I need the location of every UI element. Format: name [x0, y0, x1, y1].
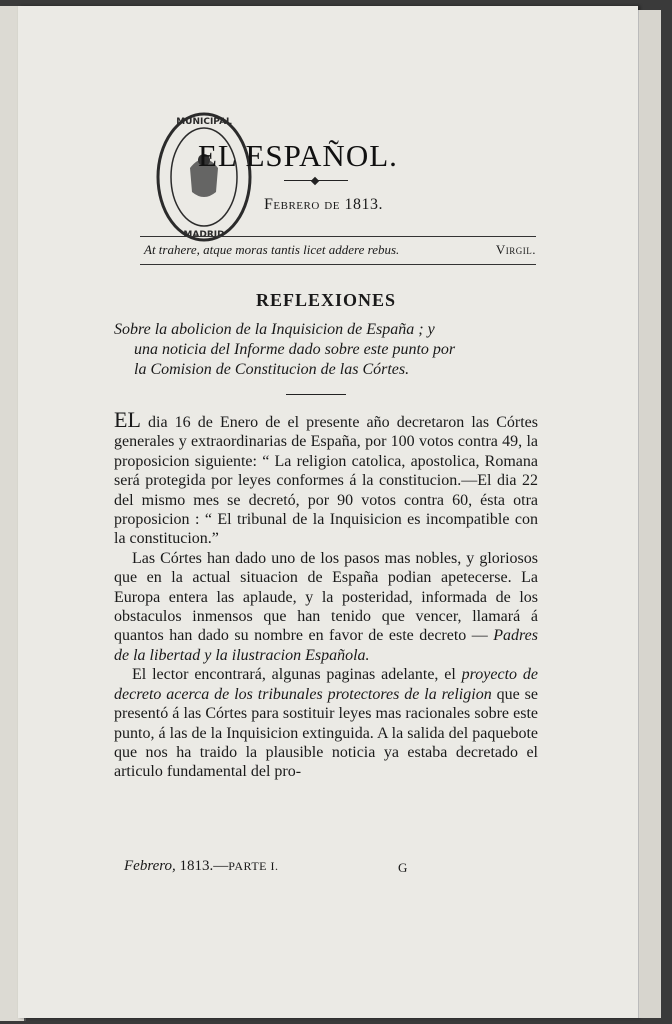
paragraph-text: dia 16 de Enero de el presente año decretaron las Córtes generales y extraordinarias de España, por 100 votos contra 49, la proposicion siguiente: “ La religion catolica, apostolica, Romana será protegida por leyes conformes á la constitucion.—El dia 22 del mismo mes se decretó, por 90 votos contra 60, ésta otra proposicion : “ El tribunal de la Inquisicion es incompatible con la constitucion.”: [114, 414, 538, 548]
paragraph: [114, 407, 538, 549]
subtitle-line: la Comision de Constitucion de las Córtes.: [134, 361, 410, 378]
article-body: [114, 407, 539, 782]
page-footer: [124, 858, 424, 875]
paragraph: [114, 665, 538, 781]
masthead: [114, 117, 538, 257]
paragraph-text: Las Córtes han dado uno de los pasos mas nobles, y gloriosos que en la actual situacion de España podian apetecerse. La Europa entera las aplaude, y la posteridad, informada de los obstaculos inmensos que han tenido que vencer, llamará á quantos han dado su nombre en favor de este decreto —: [114, 549, 538, 645]
paragraph-text: que se presentó á las Córtes para sostituir leyes mas racionales sobre este punto, á las de la Inquisicion extinguida. A la salida del paquebote que nos ha traido la plausible noticia ya estaba decretado el articulo fundamental del pro-: [114, 685, 538, 781]
emphasis: proyecto de decreto acerca de los tribunales protectores de la religion: [114, 666, 539, 703]
emphasis: Padres de la libertad y la ilustracion Española.: [114, 627, 538, 664]
section-separator: [286, 394, 346, 395]
ornament-rule: [284, 180, 348, 181]
motto-line: [144, 242, 536, 258]
divider: [140, 264, 536, 265]
footer-year: 1813.—: [175, 858, 229, 874]
motto-author: Virgil.: [495, 242, 536, 257]
article-subtitle: [114, 320, 538, 380]
motto-quote: At trahere, atque moras tantis licet addere rebus.: [144, 242, 400, 257]
footer-part: PARTE I.: [228, 859, 279, 873]
book-page: [18, 6, 638, 1018]
svg-text:MADRID: MADRID: [183, 230, 225, 240]
svg-text:MUNICIPAL: MUNICIPAL: [176, 117, 232, 127]
article-heading: REFLEXIONES: [255, 290, 397, 310]
subtitle-line: una noticia del Informe dado sobre este punto por: [134, 341, 456, 358]
footer-month: Febrero,: [124, 858, 176, 874]
library-stamp: [154, 110, 254, 244]
issue-date: Febrero de 1813.: [264, 196, 383, 213]
initial-letters: EL: [114, 407, 141, 432]
signature-mark: G: [398, 860, 408, 875]
paragraph: [114, 549, 538, 665]
page-content: [114, 117, 539, 875]
paragraph-text: El lector encontrará, algunas paginas adelante, el: [132, 666, 462, 684]
newspaper-title: EL ESPAÑOL.: [198, 138, 398, 173]
subtitle-line: Sobre la abolicion de la Inquisicion de España ; y: [114, 321, 435, 338]
following-pages-edge: [638, 10, 661, 1018]
divider: [140, 236, 536, 237]
